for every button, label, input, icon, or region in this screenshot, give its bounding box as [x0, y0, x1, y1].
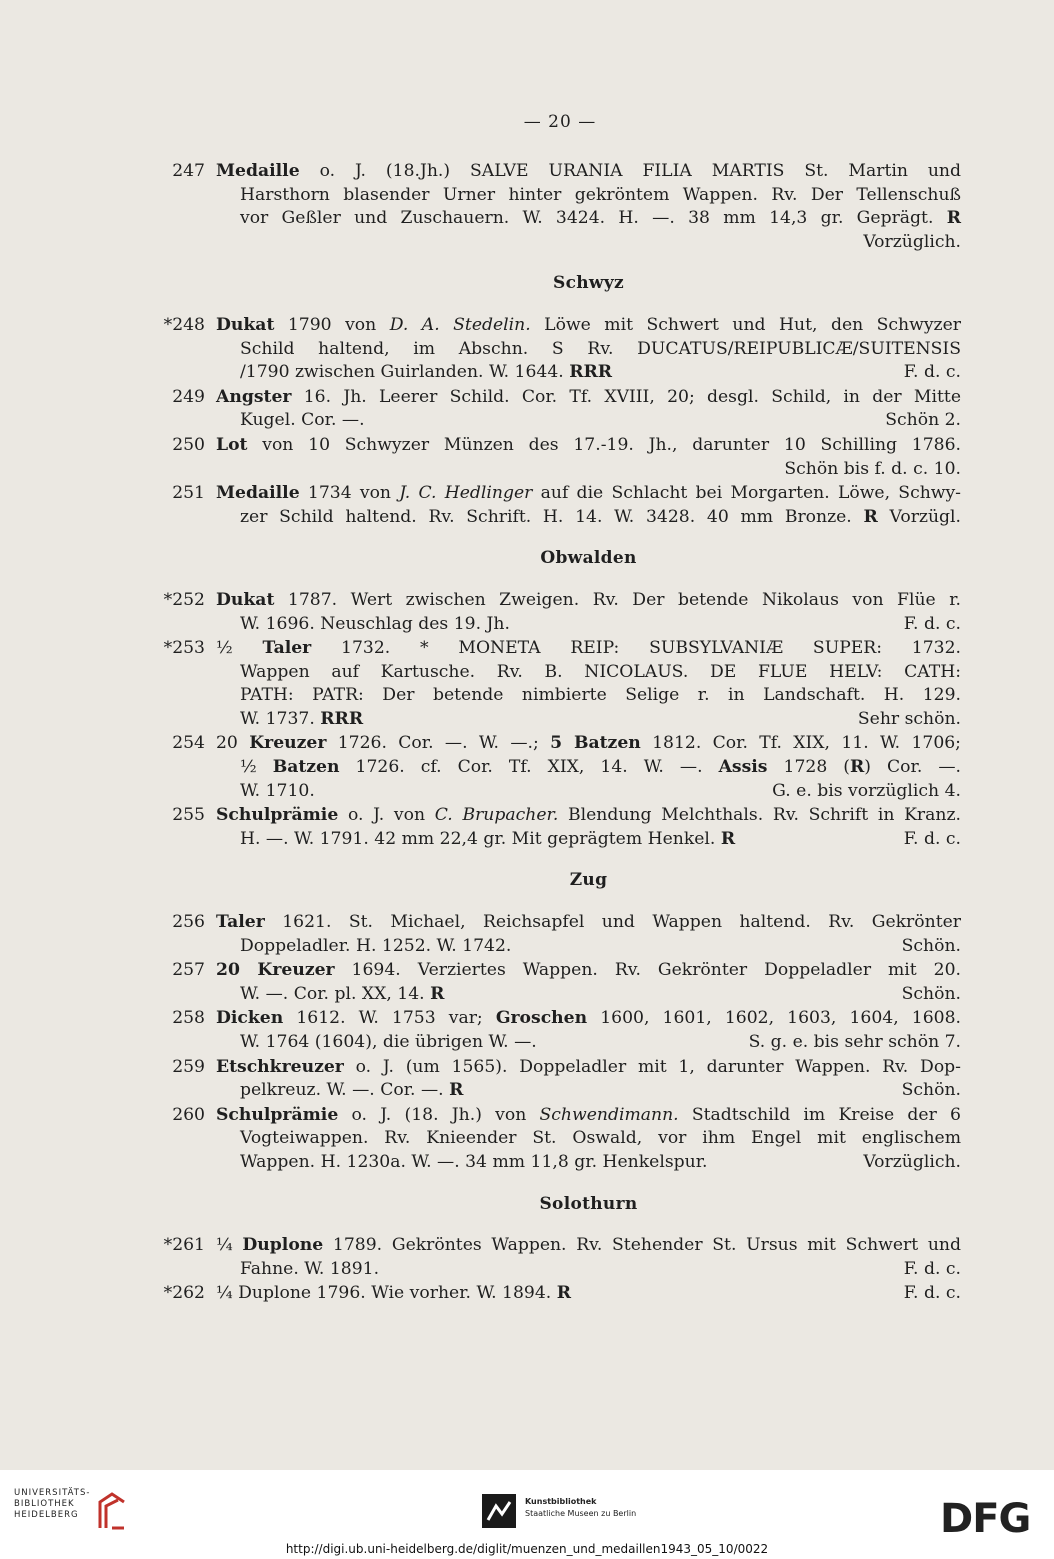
- entry-text: [216, 160, 961, 254]
- entry-line: Doppeladler. H. 1252. W. 1742. Schön.: [216, 935, 961, 959]
- entry-line: Wappen. H. 1230a. W. —. 34 mm 11,8 gr. Henkelspur. Vorzüglich.: [216, 1151, 961, 1175]
- dfg-logo[interactable]: DFG: [940, 1496, 1031, 1542]
- footer: [0, 1470, 1054, 1559]
- entry-line: PATH: PATR: Der betende nimbierte Selige r. in Landschaft. H. 129.: [240, 685, 961, 706]
- entry-grade: S. g. e. bis sehr schön 7.: [748, 1032, 961, 1052]
- page-number: — 20 —: [523, 112, 597, 132]
- ub-mark-icon: [96, 1492, 128, 1532]
- catalog-entry: [160, 1104, 961, 1175]
- entry-line: Medaille 1734 von J. C. Hedlinger auf die Schlacht bei Morgarten. Löwe, Schwy-: [216, 483, 961, 504]
- catalog-entry: [160, 434, 961, 481]
- entry-text: [216, 434, 961, 481]
- catalog-entry: [160, 314, 961, 385]
- catalog-entry: [160, 732, 961, 803]
- entry-text: [216, 637, 961, 731]
- entry-number: *262: [163, 1283, 205, 1304]
- entry-grade: Vorzüglich.: [863, 231, 961, 252]
- entry-line: Etschkreuzer o. J. (um 1565). Doppeladler mit 1, darunter Wappen. Rv. Dop-: [216, 1056, 961, 1077]
- entry-number: 254: [172, 733, 205, 754]
- section-heading: Zug: [569, 870, 608, 891]
- entry-grade: Schön 2.: [885, 410, 961, 431]
- entry-line: Kugel. Cor. —. Schön 2.: [216, 409, 961, 433]
- entry-text: [216, 589, 961, 636]
- entry-grade: Sehr schön.: [857, 708, 961, 729]
- entry-text: [216, 732, 961, 803]
- entry-line: Schulprämie o. J. von C. Brupacher. Blendung Melchthals. Rv. Schrift in Kranz.: [216, 805, 961, 826]
- catalog-entry: [160, 1007, 961, 1054]
- ub-line: UNIVERSITÄTS-: [14, 1488, 91, 1498]
- catalog-entry: [160, 1056, 961, 1103]
- entry-line: Vogteiwappen. Rv. Knieender St. Oswald, vor ihm Engel mit englischem: [240, 1128, 961, 1149]
- entry-number: 259: [172, 1056, 205, 1077]
- section-heading: Schwyz: [553, 273, 624, 294]
- entry-text: [216, 1234, 961, 1281]
- entry-line: W. 1710. G. e. bis vorzüglich 4.: [216, 780, 961, 804]
- entry-text: [216, 314, 961, 385]
- entry-number: *253: [163, 638, 205, 659]
- entry-line: Fahne. W. 1891. F. d. c.: [216, 1258, 961, 1282]
- catalog-entry: [160, 1282, 961, 1306]
- entry-text: [216, 1056, 961, 1103]
- catalog-content: [160, 160, 961, 1307]
- entry-line: Harsthorn blasender Urner hinter gekröntem Wappen. Rv. Der Tellenschuß: [240, 184, 961, 205]
- entry-grade: G. e. bis vorzüglich 4.: [772, 780, 961, 801]
- entry-line: W. 1696. Neuschlag des 19. Jh. F. d. c.: [216, 613, 961, 637]
- entry-number: 258: [172, 1008, 205, 1029]
- kunstbibliothek-text[interactable]: [525, 1496, 636, 1520]
- entry-grade: F. d. c.: [903, 828, 961, 849]
- entry-grade: Schön.: [901, 983, 961, 1004]
- entry-grade: F. d. c.: [903, 1258, 961, 1279]
- entry-line: ¼ Duplone 1796. Wie vorher. W. 1894. R F. d. c.: [216, 1282, 961, 1306]
- entry-line: Angster 16. Jh. Leerer Schild. Cor. Tf. XVIII, 20; desgl. Schild, in der Mitte: [216, 386, 961, 407]
- kb-line: Staatliche Museen zu Berlin: [525, 1509, 637, 1518]
- entry-text: [216, 1282, 961, 1306]
- entry-number: 249: [172, 386, 205, 407]
- kb-line: Kunstbibliothek: [525, 1497, 597, 1506]
- entry-number: 251: [172, 483, 205, 504]
- entry-line: Dicken 1612. W. 1753 var; Groschen 1600, 1601, 1602, 1603, 1604, 1608.: [216, 1008, 961, 1029]
- catalog-entry: [160, 482, 961, 529]
- entry-grade: Vorzüglich.: [863, 1151, 961, 1172]
- entry-line: 20 Kreuzer 1726. Cor. —. W. —.; 5 Batzen 1812. Cor. Tf. XIX, 11. W. 1706;: [216, 733, 961, 754]
- entry-number: 256: [172, 912, 205, 933]
- entry-line: H. —. W. 1791. 42 mm 22,4 gr. Mit geprägtem Henkel. R F. d. c.: [216, 828, 961, 852]
- entry-line: vor Geßler und Zuschauern. W. 3424. H. —. 38 mm 14,3 gr. Geprägt. R: [240, 208, 961, 229]
- section-heading: Obwalden: [540, 548, 637, 569]
- entry-line: Dukat 1787. Wert zwischen Zweigen. Rv. Der betende Nikolaus von Flüe r.: [216, 589, 961, 610]
- entry-number: 260: [172, 1104, 205, 1125]
- kunstbibliothek-logo-icon: [482, 1494, 516, 1528]
- catalog-entry: [160, 804, 961, 851]
- entry-text: [216, 804, 961, 851]
- entry-line: zer Schild haltend. Rv. Schrift. H. 14. W. 3428. 40 mm Bronze. R Vorzügl.: [240, 506, 962, 527]
- entry-number: 250: [172, 434, 205, 455]
- entry-text: [216, 911, 961, 958]
- entry-text: [216, 1104, 961, 1175]
- entry-line: /1790 zwischen Guirlanden. W. 1644. RRR F. d. c.: [216, 361, 961, 385]
- catalog-entry: [160, 959, 961, 1006]
- ub-line: BIBLIOTHEK: [14, 1499, 75, 1509]
- entry-text: [216, 1007, 961, 1054]
- entry-line: W. 1764 (1604), die übrigen W. —. S. g. e. bis sehr schön 7.: [216, 1031, 961, 1055]
- catalog-entry: [160, 386, 961, 433]
- entry-line: Lot von 10 Schwyzer Münzen des 17.-19. Jh., darunter 10 Schilling 1786.: [216, 434, 961, 455]
- entry-grade: Schön.: [901, 1080, 961, 1101]
- entry-line: Dukat 1790 von D. A. Stedelin. Löwe mit Schwert und Hut, den Schwyzer: [216, 314, 961, 335]
- entry-line: W. 1737. RRR Sehr schön.: [216, 708, 961, 732]
- entry-number: *261: [163, 1235, 205, 1256]
- permalink-url[interactable]: http://digi.ub.uni-heidelberg.de/diglit/muenzen_und_medaillen1943_05_10/0022: [285, 1542, 769, 1556]
- entry-line: ¼ Duplone 1789. Gekröntes Wappen. Rv. Stehender St. Ursus mit Schwert und: [216, 1235, 961, 1256]
- entry-line: Taler 1621. St. Michael, Reichsapfel und Wappen haltend. Rv. Gekrönter: [216, 912, 961, 933]
- entry-grade: F. d. c.: [903, 613, 961, 634]
- entry-number: *252: [163, 589, 205, 610]
- entry-text: [216, 482, 961, 529]
- entry-line: Schulprämie o. J. (18. Jh.) von Schwendimann. Stadtschild im Kreise der 6: [216, 1104, 961, 1125]
- catalog-entry: [160, 1234, 961, 1281]
- entry-line: ½ Taler 1732. * MONETA REIP: SUBSYLVANIÆ SUPER: 1732.: [216, 638, 962, 659]
- entry-line: ½ Batzen 1726. cf. Cor. Tf. XIX, 14. W. —. Assis 1728 (R) Cor. —.: [240, 757, 961, 778]
- entry-text: [216, 386, 961, 433]
- entry-text: [216, 959, 961, 1006]
- entry-line: W. —. Cor. pl. XX, 14. R Schön.: [216, 983, 961, 1007]
- entry-number: 257: [172, 960, 205, 981]
- catalog-entry: [160, 637, 961, 731]
- entry-line: Wappen auf Kartusche. Rv. B. NICOLAUS. DE FLUE HELV: CATH:: [240, 661, 961, 682]
- entry-line: Medaille o. J. (18.Jh.) SALVE URANIA FILIA MARTIS St. Martin und: [216, 161, 961, 181]
- ub-line: HEIDELBERG: [14, 1510, 79, 1520]
- entry-line: Schild haltend, im Abschn. S Rv. DUCATUS/REIPUBLICÆ/SUITENSIS: [240, 338, 961, 359]
- entry-line: pelkreuz. W. —. Cor. —. R Schön.: [216, 1079, 961, 1103]
- entry-number: 255: [172, 805, 205, 826]
- catalog-entry: [160, 589, 961, 636]
- entry-grade: F. d. c.: [903, 362, 961, 383]
- section-heading: Solothurn: [539, 1193, 638, 1214]
- entry-number: 247: [172, 161, 205, 181]
- entry-number: *248: [163, 314, 205, 335]
- ub-heidelberg-logo[interactable]: [14, 1488, 90, 1521]
- entry-grade: F. d. c.: [903, 1283, 961, 1304]
- catalog-entry: [160, 911, 961, 958]
- entry-grade: Schön.: [901, 935, 961, 956]
- entry-line: 20 Kreuzer 1694. Verziertes Wappen. Rv. Gekrönter Doppeladler mit 20.: [216, 960, 962, 981]
- catalog-entry: [160, 160, 961, 254]
- entry-grade: Schön bis f. d. c. 10.: [784, 458, 961, 479]
